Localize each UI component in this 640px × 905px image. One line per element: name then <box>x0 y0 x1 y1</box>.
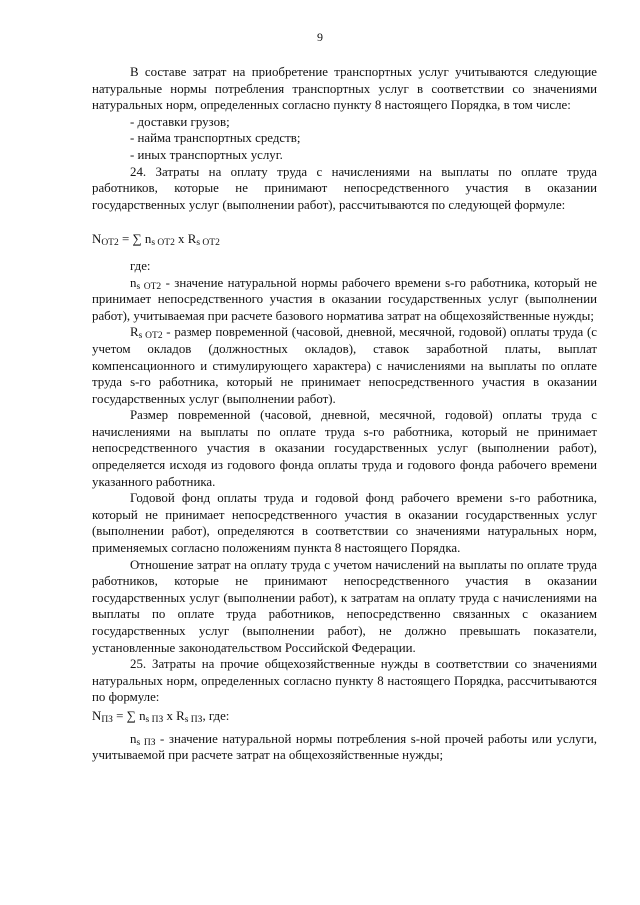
definition-symbol: n <box>130 275 137 290</box>
definition-text: - значение натуральной нормы рабочего времени s-го работника, который не принимает непосредственного участия в оказании государственных услуг (выполнении работ), учитываемая при расчете базового норматива затрат на общехозяйственные нужды; <box>92 275 597 323</box>
paragraph-transport-costs: В составе затрат на приобретение транспортных услуг учитываются следующие натуральные нормы потребления транспортных услуг в соответствии со значениями натуральных норм, определенных согласно пункту 8 настоящего Порядка, в том числе: <box>92 65 597 113</box>
formula-operator: = ∑ <box>118 232 145 247</box>
formula-tail: , где: <box>202 708 230 723</box>
paragraph-item-24: 24. Затраты на оплату труда с начислениями на выплаты по оплате труда работников, которые не принимают непосредственного участия в оказании государственных услуг (выполнении работ), рассчитываются по следующей формуле: <box>92 164 597 212</box>
formula-subscript: s ПЗ <box>145 714 164 725</box>
definition-symbol: n <box>130 731 137 746</box>
formula-operator: x <box>163 708 177 723</box>
list-item: - найма транспортных средств; <box>130 131 301 146</box>
formula-operator: = ∑ <box>112 708 140 723</box>
paragraph-annual-fund: Годовой фонд оплаты труда и годовой фонд рабочего времени s-го работника, который не принимает непосредственного участия в оказании государственных услуг (выполнении работ), определяются в соответствии со значениями натуральных норм, применяемых согласно положениям пункта 8 настоящего Порядка. <box>92 491 597 556</box>
formula-symbol: n <box>144 232 152 247</box>
where-label: где: <box>130 258 151 273</box>
formula-labor-costs <box>92 231 597 248</box>
formula-subscript: s ОТ2 <box>196 238 220 249</box>
definition-symbol: R <box>130 325 139 340</box>
formula-operator: x <box>174 232 188 247</box>
definition-subscript: s ОТ2 <box>138 331 163 342</box>
definition-subscript: s ОТ2 <box>136 281 162 292</box>
formula-symbol: N <box>92 708 102 723</box>
paragraph-pay-size: Размер повременной (часовой, дневной, месячной, годовой) оплаты труда с начислениями на выплаты по оплате труда s-го работника, который не принимает непосредственного участия в оказании государственных услуг (выполнении работ), определяется исходя из годового фонда оплаты труда и годового фонда рабочего времени указанного работника. <box>92 408 597 489</box>
page-number: 9 <box>317 30 323 44</box>
paragraph-item-25: 25. Затраты на прочие общехозяйственные нужды в соответствии со значениями натуральных норм, определенных согласно пункту 8 настоящего Порядка, рассчитываются по формуле: <box>92 657 597 705</box>
formula-other-costs <box>92 708 597 725</box>
paragraph-cost-ratio: Отношение затрат на оплату труда с учетом начислений на выплаты по оплате труда работников, которые не принимают непосредственного участия в оказании государственных услуг (выполнении работ), к затратам на оплату труда с начислениями на выплаты по оплате труда работников, непосредственно связанных с оказанием государственных услуг (выполнении работ), не должно превышать показатели, установленные законодательством Российской Федерации. <box>92 557 597 655</box>
formula-subscript: s ПЗ <box>184 714 203 725</box>
definition-text: - размер повременной (часовой, дневной, месячной, годовой) оплаты труда (с учетом окладов (должностных окладов), ставок заработной платы, выплат компенсационного и стимулирующего характера) с начислениями на выплаты по оплате труда s-го работника, который не принимает непосредственного участия в оказании государственных услуг (выполнении работ). <box>92 325 597 406</box>
list-item: - иных транспортных услуг. <box>130 147 283 162</box>
formula-subscript: s ОТ2 <box>151 238 175 249</box>
list-item: - доставки грузов; <box>130 114 230 129</box>
definition-r-ot2 <box>92 324 597 407</box>
document-body <box>92 64 597 764</box>
formula-symbol: n <box>139 708 146 723</box>
formula-subscript: ОТ2 <box>101 238 119 249</box>
definition-text: - значение натуральной нормы потребления s-ной прочей работы или услуги, учитываемой при расчете затрат на общехозяйственные нужды; <box>92 731 597 763</box>
definition-subscript: s ПЗ <box>136 737 156 748</box>
definition-n-pz <box>92 731 597 764</box>
definition-n-ot2 <box>92 275 597 325</box>
formula-subscript: ПЗ <box>101 714 113 725</box>
formula-symbol: R <box>187 232 197 247</box>
formula-symbol: R <box>176 708 185 723</box>
formula-symbol: N <box>92 232 102 247</box>
